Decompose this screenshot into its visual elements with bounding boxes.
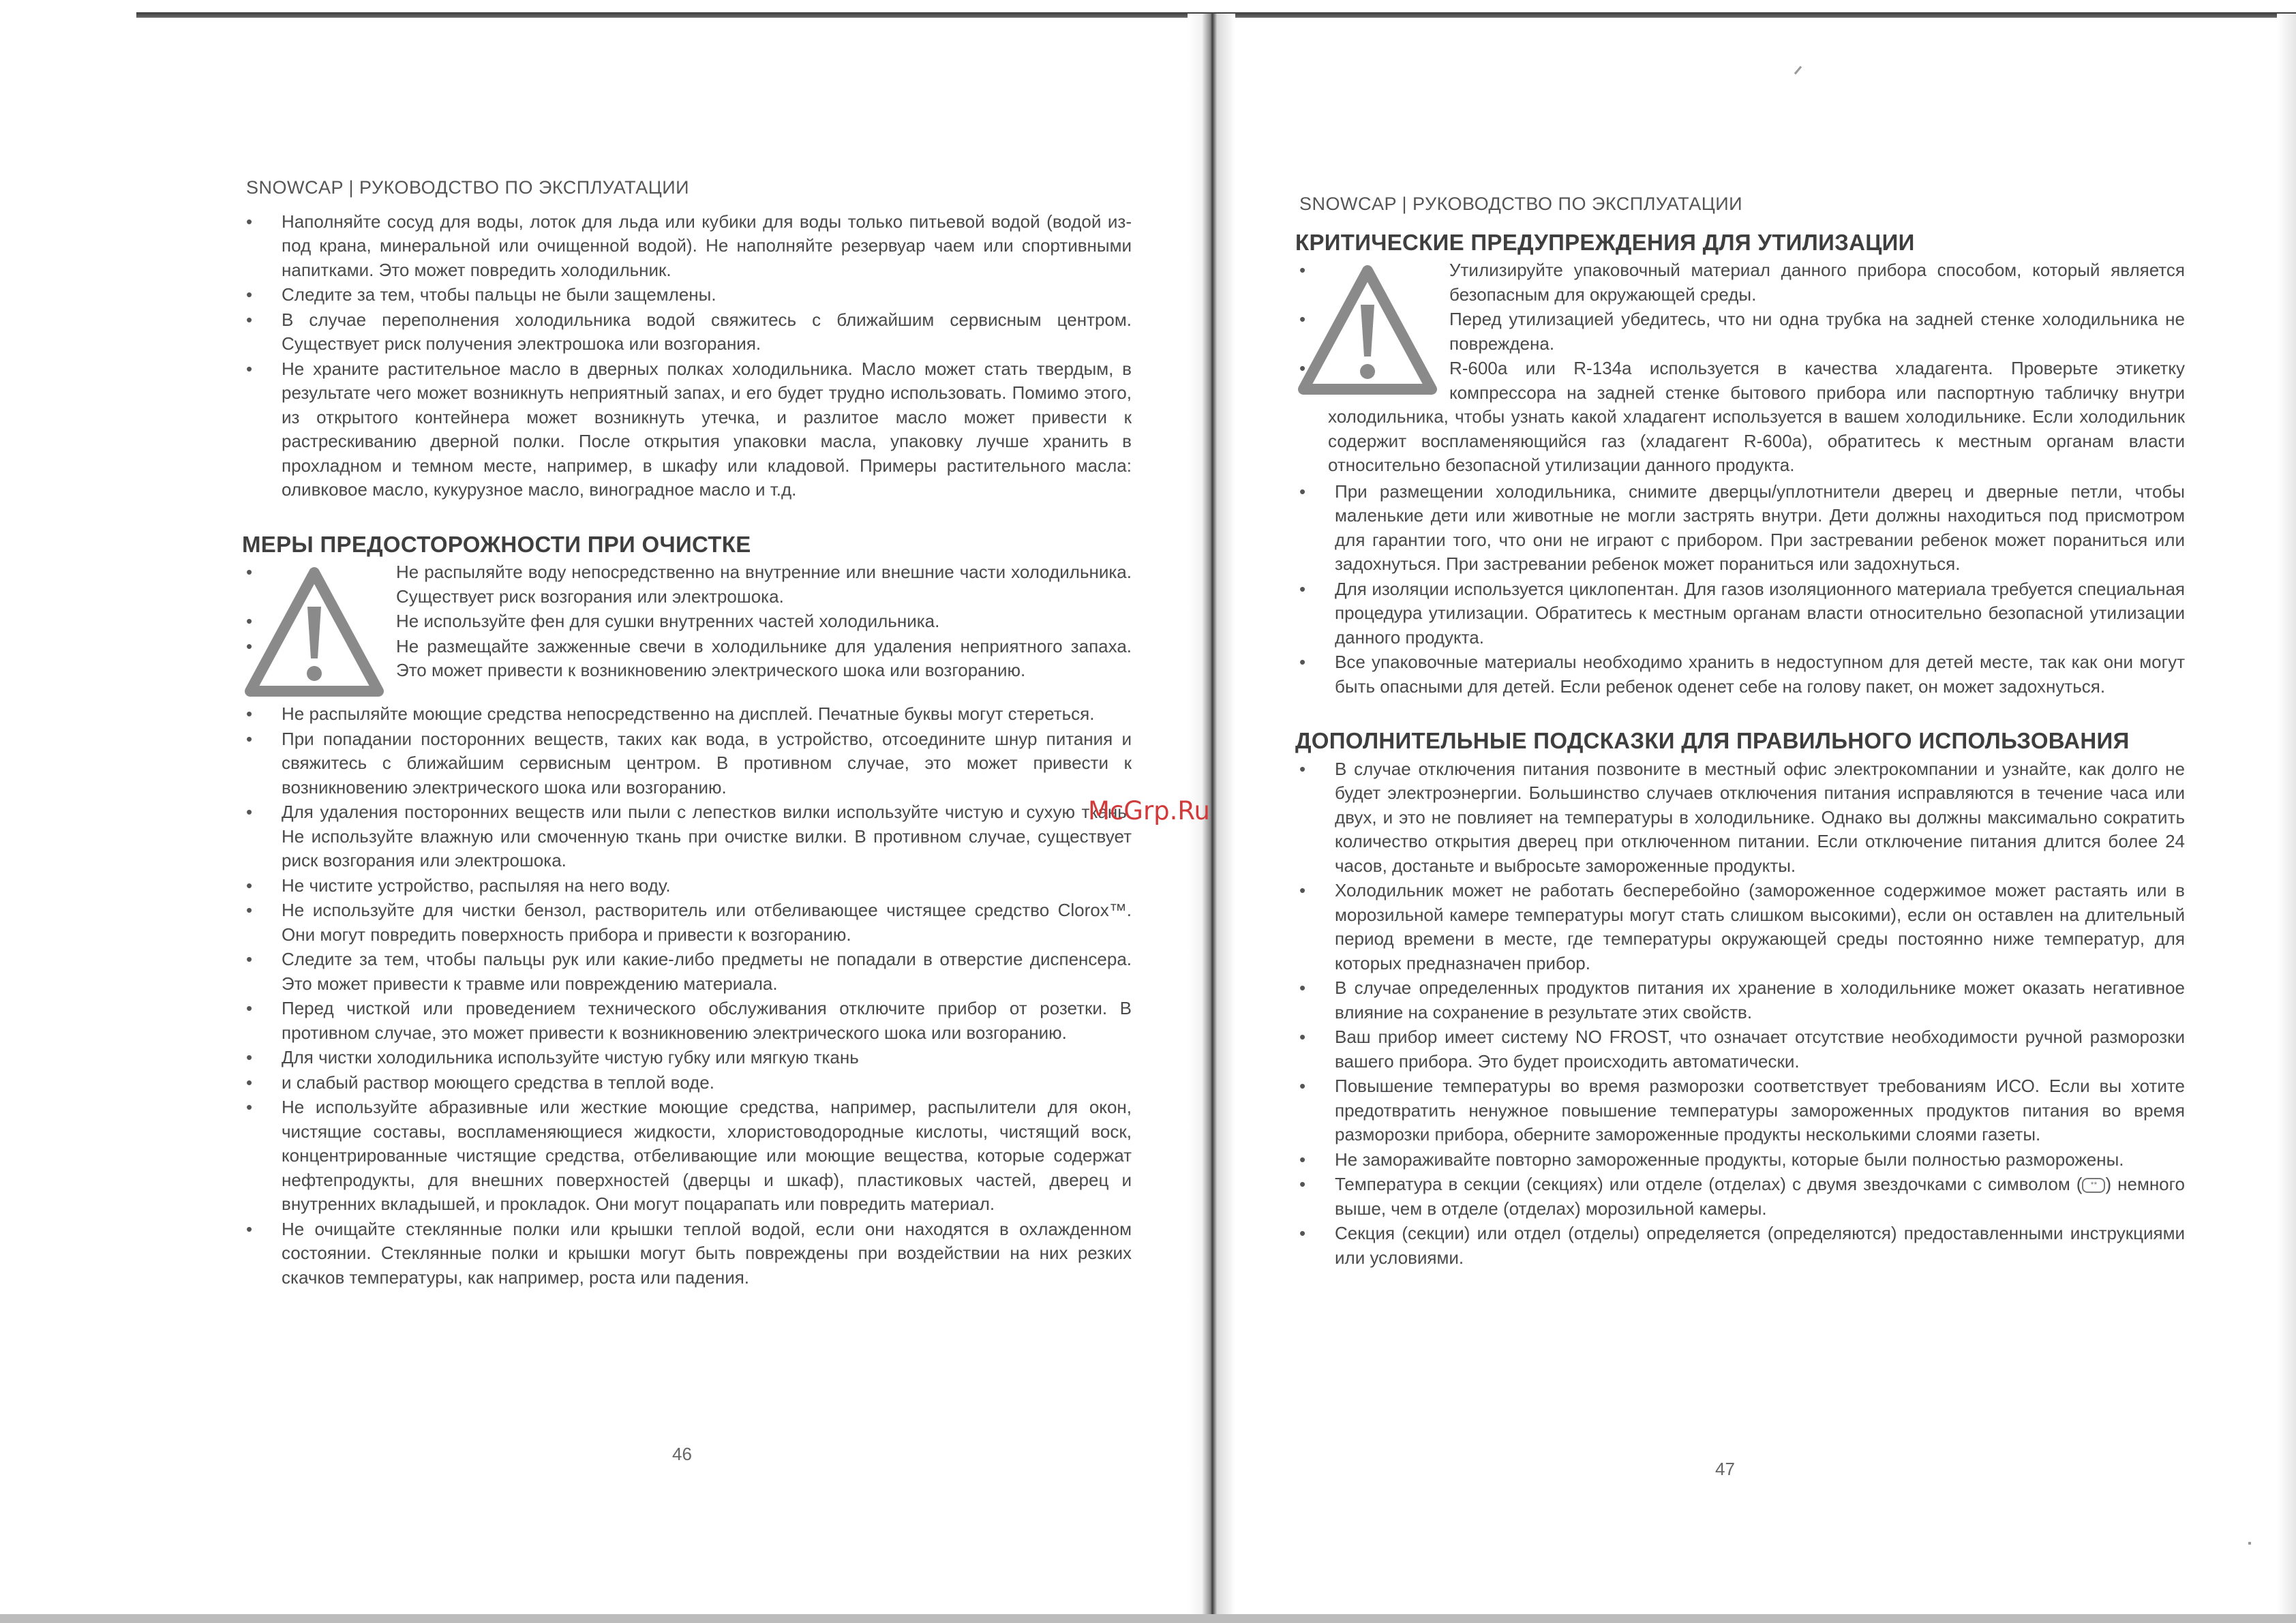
list-item: • В случае переполнения холодильника водой свяжитесь с ближайшим сервисным центром. Существует риск получения электрошока или возгорания. [242, 308, 1132, 357]
list-item: • Следите за тем, чтобы пальцы не были защемлены. [242, 283, 1132, 307]
list-item: • В случае отключения питания позвоните в местный офис электрокомпании и узнайте, как долго не будет электроэнергии. Большинство случаев отключения питания исправляются в течение часа или двух, и это не повлияет на температуры в холодильнике. Однако вы должны максимально сократить количество открытия дверец при отключенном питании. Если отключение питания длится более 24 часов, достаньте и выбросьте замороженные продукты. [1295, 757, 2185, 879]
watermark: McGrp.Ru [1088, 796, 1210, 825]
cleaning-warning-block [242, 560, 1132, 701]
list-item: • Наполняйте сосуд для воды, лоток для льда или кубики для воды только питьевой водой (водой из-под крана, минеральной или очищенной водой). Не наполняйте резервуар чаем или спортивными напитками. Это может повредить холодильник. [242, 210, 1132, 283]
list-item: • При размещении холодильника, снимите дверцы/уплотнители дверец и дверные петли, чтобы маленькие дети или животные не могли застрять внутри. Дети должны находиться под присмотром для гарантии того, что они не играют с прибором. При застревании ребенок может пораниться или задохнуться. При застревании ребенок может пораниться или задохнуться. [1295, 480, 2185, 577]
list-item: • При попадании посторонних веществ, таких как вода, в устройство, отсоедините шнур питания и свяжитесь с ближайшим сервисным центром. В противном случае, это может привести к возникновению электрического шока или возгоранию. [242, 727, 1132, 800]
list-item: • Не размещайте зажженные свечи в холодильнике для удаления неприятного запаха. Это может привести к возникновению электрического шока или возгоранию. [242, 635, 1132, 683]
list-item: • Перед чисткой или проведением технического обслуживания отключите прибор от розетки. В противном случае, это может привести к возникновению электрического шока или возгоранию. [242, 997, 1132, 1045]
list-item: • Не используйте абразивные или жесткие моющие средства, например, распылители для окон, чистящие составы, воспламеняющиеся жидкости, хлористоводородные кислоты, чистящий воск, концентрированные чистящие средства, отбеливающие или моющие вещества, которые содержат нефтепродукты, для внешних поверхностей (дверцы и шкаф), пластиковых частей, дверец и внутренних вкладышей, и прокладок. Они могут поцарапать или повредить материал. [242, 1095, 1132, 1217]
page-number-right: 47 [1715, 1459, 1735, 1479]
list-item [1295, 1172, 2185, 1221]
list-item: • Для чистки холодильника используйте чистую губку или мягкую ткань [242, 1046, 1132, 1070]
cleaning-warning-list [242, 560, 1132, 683]
running-head: SNOWCAP | РУКОВОДСТВО ПО ЭКСПЛУАТАЦИИ [1299, 194, 1743, 214]
intro-list [242, 210, 1132, 502]
scan-top-edge [0, 12, 2296, 18]
disposal-warning-block [1295, 258, 2185, 479]
tips-symbol-text-before: Температура в секции (секциях) или отделе (отделах) с двумя звездочками с символом ( [1335, 1174, 2083, 1194]
scan-speck [1794, 66, 1802, 75]
list-item: • Утилизируйте упаковочный материал данного прибора способом, который является безопасным для окружающей среды. [1295, 258, 2185, 307]
list-item: • Не чистите устройство, распыляя на него воду. [242, 874, 1132, 898]
list-item: • Не используйте фен для сушки внутренних частей холодильника. [242, 609, 1132, 634]
list-item: • Секция (секции) или отдел (отделы) определяется (определяются) предоставленными инструкциями или условиями. [1295, 1222, 2185, 1270]
two-star-compartment-icon: ** [2082, 1178, 2105, 1193]
list-item: • Следите за тем, чтобы пальцы рук или какие-либо предметы не попадали в отверстие диспенсера. Это может привести к травме или повреждению материала. [242, 947, 1132, 996]
right-page [1295, 192, 2185, 1494]
disposal-list [1295, 480, 2185, 699]
page-number-left: 46 [672, 1444, 692, 1464]
list-item: • и слабый раствор моющего средства в теплой воде. [242, 1071, 1132, 1095]
tips-symbol-text-after: ) немного выше, чем в отделе (отделах) морозильной камеры. [1335, 1174, 2186, 1219]
scan-speck [2248, 1542, 2251, 1545]
list-item: • Не очищайте стеклянные полки или крышки теплой водой, если они находятся в охлажденном состоянии. Стеклянные полки и крышки могут быть повреждены при воздействии на них резких скачков температуры, как например, роста или падения. [242, 1217, 1132, 1290]
list-item: • Ваш прибор имеет систему NO FROST, что означает отсутствие необходимости ручной разморозки вашего прибора. Это будет происходить автоматически. [1295, 1025, 2185, 1074]
section-title-tips: ДОПОЛНИТЕЛЬНЫЕ ПОДСКАЗКИ ДЛЯ ПРАВИЛЬНОГО ИСПОЛЬЗОВАНИЯ [1295, 728, 2130, 753]
list-item: • Не замораживайте повторно замороженные продукты, которые были полностью разморожены. [1295, 1148, 2185, 1172]
list-item: • В случае определенных продуктов питания их хранение в холодильнике может оказать негативное влияние на сохранение в результате этих свойств. [1295, 976, 2185, 1025]
cleaning-list [242, 702, 1132, 1290]
list-item: • Для удаления посторонних веществ или пыли с лепестков вилки используйте чистую и сухую ткань. Не используйте влажную или смоченную ткань при очистке вилки. В противном случае, существует риск возгорания или электрошока. [242, 800, 1132, 873]
section-title-disposal: КРИТИЧЕСКИЕ ПРЕДУПРЕЖДЕНИЯ ДЛЯ УТИЛИЗАЦИИ [1295, 229, 1915, 255]
list-item: • Не распыляйте воду непосредственно на внутренние или внешние части холодильника. Существует риск возгорания или электрошока. [242, 560, 1132, 609]
list-item: • Все упаковочные материалы необходимо хранить в недоступном для детей месте, так как они могут быть опасными для детей. Если ребенок оденет себе на голову пакет, он может задохнуться. [1295, 650, 2185, 699]
tips-list [1295, 757, 2185, 1271]
section-title-cleaning: МЕРЫ ПРЕДОСТОРОЖНОСТИ ПРИ ОЧИСТКЕ [242, 531, 751, 557]
list-item: • R-600a или R-134a используется в качества хладагента. Проверьте этикетку компрессора на задней стенке бытового прибора или паспортную табличку внутри холодильника, чтобы узнать какой хладагент используется в вашем холодильнике. Если холодильник содержит воспламеняющийся газ (хладагент R-600a), обратитесь к местным органам власти относительно безопасной утилизации данного продукта. [1295, 357, 2185, 478]
list-item: • Повышение температуры во время разморозки соответствует требованиям ИСО. Если вы хотите предотвратить ненужное повышение температуры замороженных продуктов питания во время разморозки прибора, оберните замороженные продукты несколькими слоями газеты. [1295, 1074, 2185, 1147]
scan-right-edge [2277, 14, 2296, 1614]
scan-bottom-edge [0, 1614, 2296, 1623]
list-item: • Не храните растительное масло в дверных полках холодильника. Масло может стать твердым, в результате чего может возникнуть неприятный запах, и его будет трудно использовать. Помимо этого, из открытого контейнера может возникнуть утечка, и разлитое масло может привести к растрескиванию дверной полки. После открытия упаковки масла, упаковку лучше хранить в прохладном и темном месте, например, в шкафу или кладовой. Примеры растительного масла: оливковое масло, кукурузное масло, виноградное масло и т.д. [242, 357, 1132, 502]
disposal-warning-list [1295, 258, 2185, 478]
list-item: • Перед утилизацией убедитесь, что ни одна трубка на задней стенке холодильника не повреждена. [1295, 307, 2185, 356]
left-page [242, 176, 1132, 1478]
running-head: SNOWCAP | РУКОВОДСТВО ПО ЭКСПЛУАТАЦИИ [246, 177, 690, 198]
list-item: • Холодильник может не работать бесперебойно (замороженное содержимое может растаять или в морозильной камере температуры могут стать слишком высокими), если он оставлен на длительный период времени в месте, где температуры окружающей среды постоянно ниже температур, для которых предназначен прибор. [1295, 879, 2185, 975]
list-item: • Не используйте для чистки бензол, растворитель или отбеливающее чистящее средство Clorox™. Они могут повредить поверхность прибора и привести к возгоранию. [242, 898, 1132, 947]
list-item: • Для изоляции используется циклопентан. Для газов изоляционного материала требуется специальная процедура утилизации. Обратитесь к местным органам власти относительно безопасной утилизации данного продукта. [1295, 577, 2185, 650]
scan-top-gap [0, 10, 136, 19]
list-item: • Не распыляйте моющие средства непосредственно на дисплей. Печатные буквы могут стереться. [242, 702, 1132, 727]
